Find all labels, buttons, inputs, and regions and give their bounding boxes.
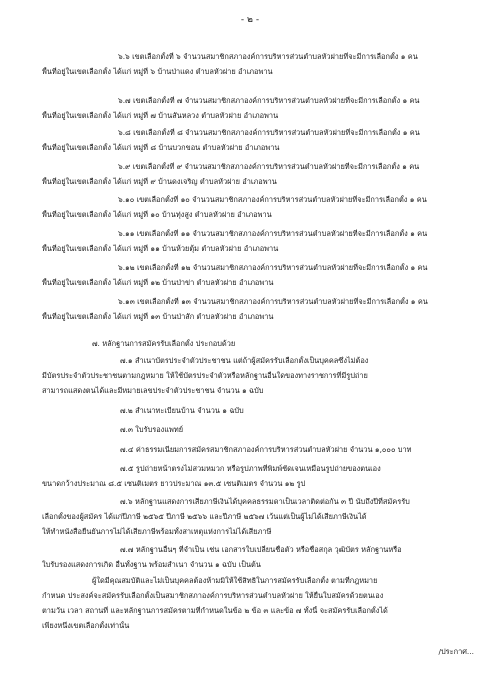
item-7-4: ๗.๔ ค่าธรรมเนียมการสมัครสมาชิกสภาองค์การบริหารส่วนตำบลหัวฝาย จำนวน ๑,๐๐๐ บาท xyxy=(120,445,412,454)
district-6-11-line1: ๖.๑๑ เขตเลือกตั้งที่ ๑๑ จำนวนสมาชิกสภาองค์การบริหารส่วนตำบลหัวฝายที่จะมีการเลือกตั้ง ๑ คน xyxy=(118,229,428,238)
page-number: - ๒ - xyxy=(240,15,260,25)
item-7-6-line2: เลือกตั้งของผู้สมัคร ได้แก่ปีภาษี ๒๕๖๕ ปีภาษี ๒๕๖๖ และปีภาษี ๒๕๖๗ เว้นแต่เป็นผู้ไม่ได้เสียภาษีเงินได้ xyxy=(42,512,367,521)
district-6-10-line1: ๖.๑๐ เขตเลือกตั้งที่ ๑๐ จำนวนสมาชิกสภาองค์การบริหารส่วนตำบลหัวฝายที่จะมีการเลือกตั้ง ๑ คน xyxy=(118,195,427,204)
item-7-5-line2: ขนาดกว้างประมาณ ๘.๕ เซนติเมตร ยาวประมาณ ๑๓.๕ เซนติเมตร จำนวน ๑๒ รูป xyxy=(42,479,306,488)
district-6-13-line1: ๖.๑๓ เขตเลือกตั้งที่ ๑๓ จำนวนสมาชิกสภาองค์การบริหารส่วนตำบลหัวฝายที่จะมีการเลือกตั้ง ๑ คน xyxy=(118,297,428,306)
item-7-3: ๗.๓ ใบรับรองแพทย์ xyxy=(120,425,184,434)
district-6-8-line2: พื้นที่อยู่ในเขตเลือกตั้ง ได้แก่ หมู่ที่ ๘ บ้านบวกขอน ตำบลหัวฝาย อำเภอพาน xyxy=(42,143,280,152)
item-7-1-line1: ๗.๑ สำเนาบัตรประจำตัวประชาชน แต่ถ้าผู้สมัครรับเลือกตั้งเป็นบุคคลซึ่งไม่ต้อง xyxy=(120,356,369,365)
district-6-7-line1: ๖.๗ เขตเลือกตั้งที่ ๗ จำนวนสมาชิกสภาองค์การบริหารส่วนตำบลหัวฝายที่จะมีการเลือกตั้ง ๑ คน xyxy=(118,96,420,105)
closing-line3: ตามวัน เวลา สถานที่ และหลักฐานการสมัครตามที่กำหนดในข้อ ๒ ข้อ ๓ และข้อ ๗ ทั้งนี้ จะสมัครรับเลือกตั้งได้ xyxy=(42,606,388,615)
item-7-6-line3: ให้ทำหนังสือยืนยันการไม่ได้เสียภาษีพร้อมทั้งสาเหตุแห่งการไม่ได้เสียภาษี xyxy=(42,527,272,536)
closing-line4: เพียงหนึ่งเขตเลือกตั้งเท่านั้น xyxy=(42,621,130,630)
closing-line1: ผู้ใดมีคุณสมบัติและไม่เป็นบุคคลต้องห้ามมิให้ใช้สิทธิในการสมัครรับเลือกตั้ง ตามที่กฎหมาย xyxy=(92,576,378,585)
district-6-8-line1: ๖.๘ เขตเลือกตั้งที่ ๘ จำนวนสมาชิกสภาองค์การบริหารส่วนตำบลหัวฝายที่จะมีการเลือกตั้ง ๑ คน xyxy=(118,128,420,137)
district-6-13-line2: พื้นที่อยู่ในเขตเลือกตั้ง ได้แก่ หมู่ที่ ๑๓ บ้านป่าสัก ตำบลหัวฝาย อำเภอพาน xyxy=(42,312,274,321)
item-7-1-line2: มีบัตรประจำตัวประชาชนตามกฎหมาย ให้ใช้บัตรประจำตัวหรือหลักฐานอื่นใดของทางราชการที่มีรูปถ่าย xyxy=(42,371,368,380)
district-6-11-line2: พื้นที่อยู่ในเขตเลือกตั้ง ได้แก่ หมู่ที่ ๑๑ บ้านห้วยตุ้ม ตำบลหัวฝาย อำเภอพาน xyxy=(42,244,279,253)
district-6-9-line1: ๖.๙ เขตเลือกตั้งที่ ๙ จำนวนสมาชิกสภาองค์การบริหารส่วนตำบลหัวฝายที่จะมีการเลือกตั้ง ๑ คน xyxy=(118,162,420,171)
district-6-7-line2: พื้นที่อยู่ในเขตเลือกตั้ง ได้แก่ หมู่ที่ ๗ บ้านสันหลวง ตำบลหัวฝาย อำเภอพาน xyxy=(42,111,279,120)
district-6-10-line2: พื้นที่อยู่ในเขตเลือกตั้ง ได้แก่ หมู่ที่ ๑๐ บ้านทุ่งสูง ตำบลหัวฝาย อำเภอพาน xyxy=(42,210,272,219)
continuation-footer: /ประกาศ... xyxy=(438,647,474,656)
item-7-6-line1: ๗.๖ หลักฐานแสดงการเสียภาษีเงินได้บุคคลธรรมดาเป็นเวลาติดต่อกัน ๓ ปี นับถึงปีที่สมัครรับ xyxy=(120,497,410,506)
district-6-12-line2: พื้นที่อยู่ในเขตเลือกตั้ง ได้แก่ หมู่ที่ ๑๒ บ้านป่าข่า ตำบลหัวฝาย อำเภอพาน xyxy=(42,278,274,287)
item-7-7-line1: ๗.๗ หลักฐานอื่นๆ ที่จำเป็น เช่น เอกสารใบเปลี่ยนชื่อตัว หรือชื่อสกุล วุฒิบัตร หลักฐานหรือ xyxy=(120,545,402,554)
item-7-2: ๗.๒ สำเนาทะเบียนบ้าน จำนวน ๑ ฉบับ xyxy=(120,406,244,415)
item-7-1-line3: สามารถแสดงตนได้และมีหมายเลขประจำตัวประชาชน จำนวน ๑ ฉบับ xyxy=(42,386,264,395)
item-7-5-line1: ๗.๕ รูปถ่ายหน้าตรงไม่สวมหมวก หรือรูปภาพที่พิมพ์ชัดเจนเหมือนรูปถ่ายของตนเอง xyxy=(120,464,381,473)
closing-line2: กำหนด ประสงค์จะสมัครรับเลือกตั้งเป็นสมาชิกสภาองค์การบริหารส่วนตำบลหัวฝาย ให้ยื่นใบสมัครด้วยตนเอง xyxy=(42,591,384,600)
item-7-7-line2: ใบรับรองแสดงการเกิด อื่นทั้งฐาน พร้อมสำเนา จำนวน ๑ ฉบับ เป็นต้น xyxy=(42,560,261,569)
district-6-12-line1: ๖.๑๒ เขตเลือกตั้งที่ ๑๒ จำนวนสมาชิกสภาองค์การบริหารส่วนตำบลหัวฝายที่จะมีการเลือกตั้ง ๑ คน xyxy=(118,263,428,272)
section7-heading: ๗. หลักฐานการสมัครรับเลือกตั้ง ประกอบด้วย xyxy=(92,339,236,348)
district-6-9-line2: พื้นที่อยู่ในเขตเลือกตั้ง ได้แก่ หมู่ที่ ๙ บ้านดงเจริญ ตำบลหัวฝาย อำเภอพาน xyxy=(42,177,277,186)
district-6-6-line1: ๖.๖ เขตเลือกตั้งที่ ๖ จำนวนสมาชิกสภาองค์การบริหารส่วนตำบลหัวฝายที่จะมีการเลือกตั้ง ๑ คน xyxy=(118,52,418,61)
district-6-6-line2: พื้นที่อยู่ในเขตเลือกตั้ง ได้แก่ หมู่ที่ ๖ บ้านป่าแดง ตำบลหัวฝาย อำเภอพาน xyxy=(42,67,273,76)
